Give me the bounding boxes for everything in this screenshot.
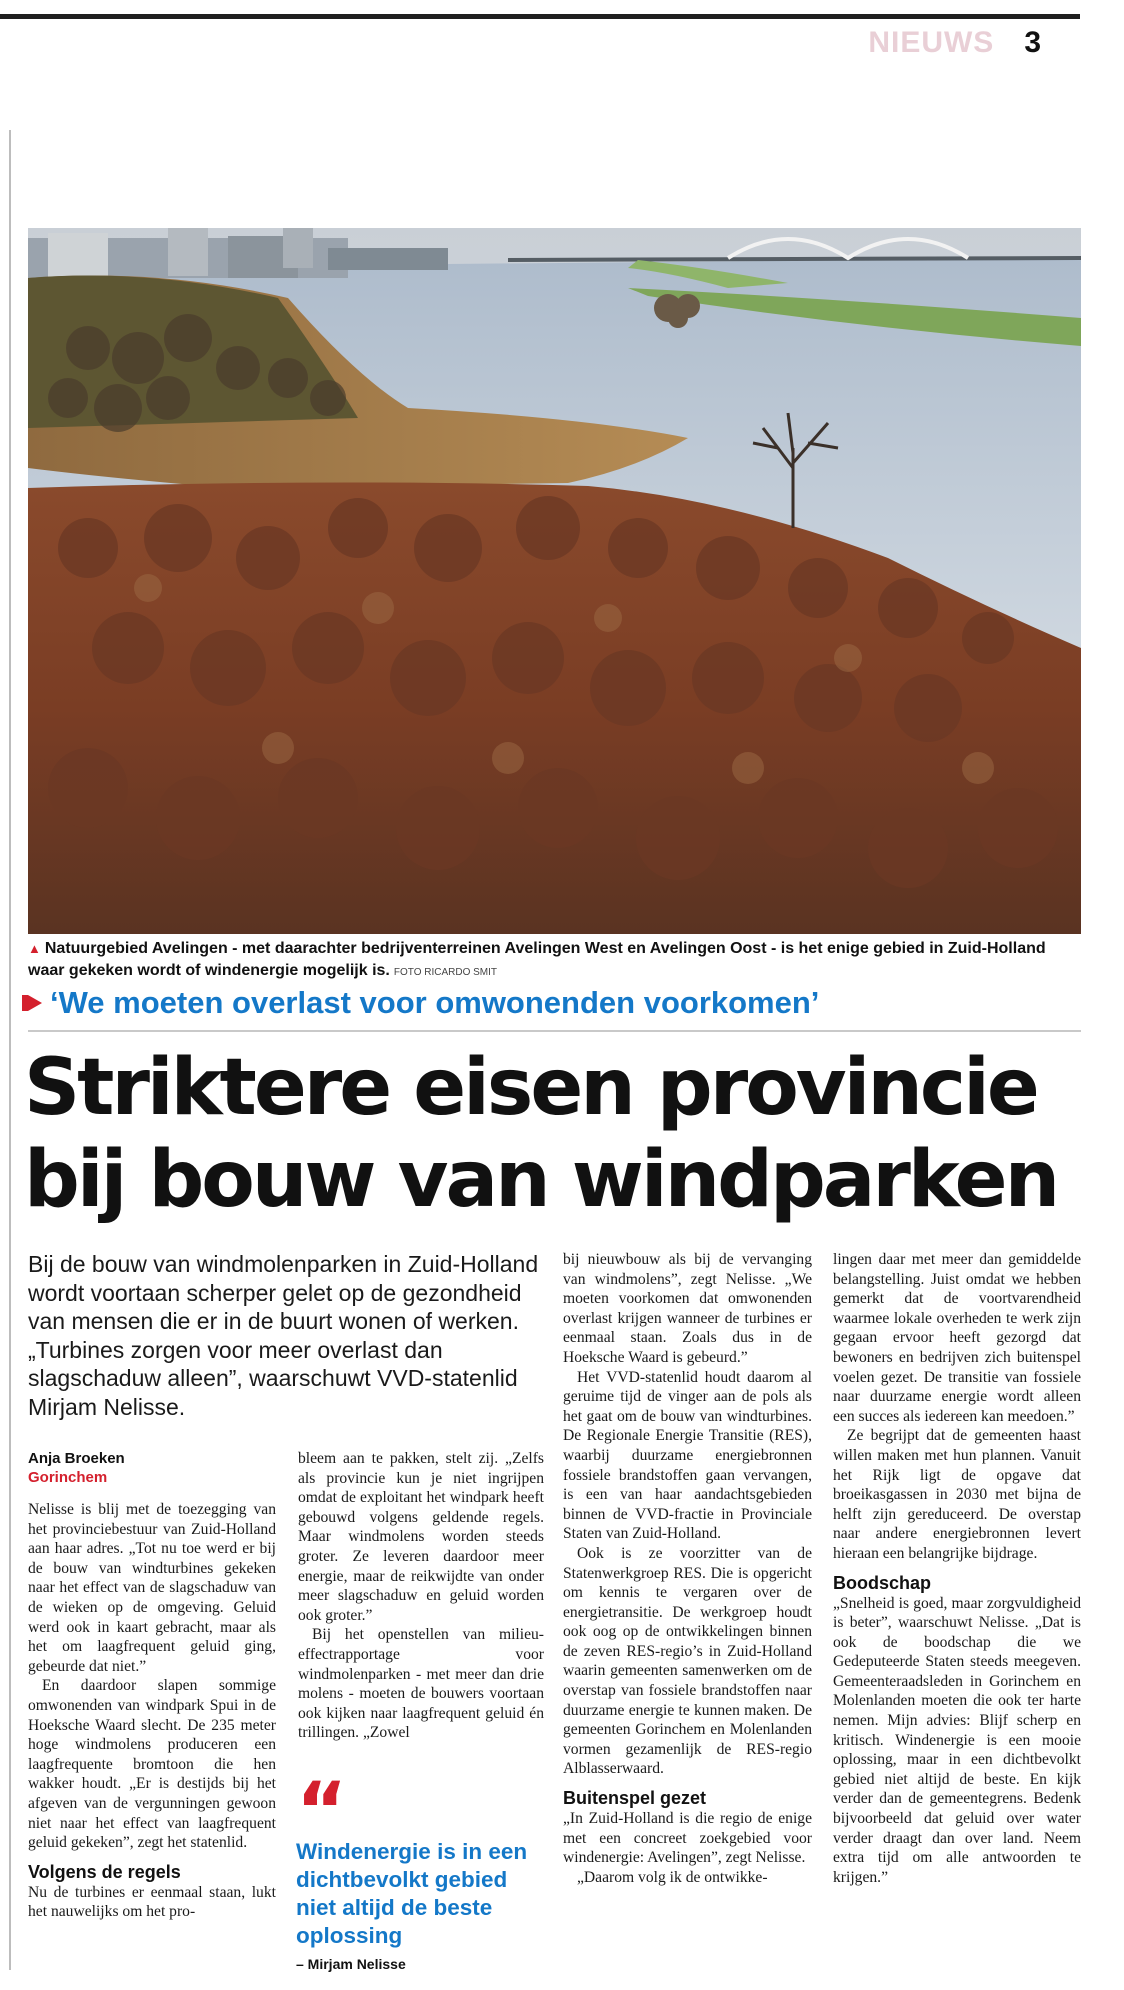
caption-marker-icon: ▲ (28, 941, 41, 956)
paragraph: „Snelheid is goed, maar zorgvuldigheid is beter”, waarschuwt Nelisse. „Dat is ook de boodschap die we Gedeputeerde Staten steeds meegeven. Gemeenteraadsleden in Gorinchem en Molenlanden moeten die ook ter harte nemen. Mijn advies: Blijf scherp en kritisch. Windenergie is een mooie oplossing, maar in een dichtbevolkt gebied niet altijd de beste. En kijk verder dan de gemeentegrens. Bedenk bijvoorbeeld dat geluid over water verder draagt dan over land. Neem extra tijd om alle antwoorden te krijgen.” (833, 1594, 1081, 1886)
subhead: Boodschap (833, 1572, 932, 1593)
quote-mark-icon: “ (296, 1767, 342, 1857)
pull-quote-text: Windenergie is in een dichtbevolkt gebied niet altijd de beste oplossing (296, 1839, 528, 1948)
paragraph: lingen daar met meer dan gemiddelde belangstelling. Juist omdat we hebben gemerkt dat de voortvarendheid waarmee lokale overheden te werk zijn gegaan ervoor heeft gezorgd dat bewoners en bedrijven zich buitenspel voelen gezet. De transitie van fossiele naar duurzame energie wordt alleen een succes als iedereen kan meedoen.” (833, 1251, 1081, 1425)
paragraph: „In Zuid-Holland is die regio de enige met een concreet zoekgebied voor windenergie: Avelingen”, zegt Nelisse. (563, 1810, 812, 1867)
kicker (28, 985, 1081, 1021)
kicker-text: ‘We moeten overlast voor omwonenden voorkomen’ (50, 985, 820, 1020)
article-column-1 (28, 1500, 276, 1922)
byline (28, 1449, 278, 1487)
pull-quote-attribution: – Mirjam Nelisse (296, 1956, 406, 1972)
subhead: Buitenspel gezet (563, 1788, 707, 1809)
byline-place: Gorinchem (28, 1469, 108, 1486)
headline-line-1: Striktere eisen provincie (24, 1043, 1037, 1133)
pull-quote (296, 1767, 546, 1972)
caption-text: Natuurgebied Avelingen - met daarachter bedrijventerreinen Avelingen West en Avelingen Oost - is het enige gebied in Zuid-Holland waar gekeken wordt of windenergie mogelijk is. (28, 940, 1046, 979)
photo-caption (28, 938, 1081, 984)
section-header (868, 26, 1042, 60)
paragraph: Ook is ze voorzitter van de Statenwerkgroep RES. Die is opgericht om kennis te vergaren over de energietransitie. De werkgroep houdt ook oog op de ontwikkelingen binnen de zeven RES-regio’s in Zuid-Holland waarin gemeenten samenwerken om de overstap van fossiele brandstoffen naar duurzame energie te kunnen maken. De gemeenten Gorinchem en Molenlanden vormen gezamenlijk de RES-regio Alblasserwaard. (563, 1544, 812, 1778)
paragraph: bij nieuwbouw als bij de vervanging van windmolens”, zegt Nelisse. „We moeten voorkomen dat omwonenden overlast krijgen wanneer de turbines er eenmaal staan. Zoals dus in de Hoeksche Waard is gebeurd.” (563, 1251, 812, 1366)
paragraph: Nu de turbines er eenmaal staan, lukt het nauwelijks om het pro- (28, 1883, 276, 1921)
page-number: 3 (1024, 26, 1042, 59)
headline-line-2: bij bouw van windparken (24, 1135, 1058, 1225)
paragraph: „Daarom volg ik de ontwikke- (577, 1868, 768, 1886)
article-column-3 (563, 1250, 812, 1887)
kicker-arrow-icon (28, 995, 42, 1011)
paragraph: bleem aan te pakken, stelt zij. „Zelfs als provincie kun je niet ingrijpen omdat de exploitant het windpark heeft gebouwd volgens geldende regels. Maar windmolens worden steeds groter. Ze leveren daardoor meer energie, maar de reikwijdte van onder meer slagschaduw en geluid worden ook groter.” (298, 1450, 544, 1624)
paragraph: En daardoor slapen sommige omwonenden van windpark Spui in de Hoeksche Waard slecht. De 235 meter hoge windmolens produceren een laagfrequente bromtoon die hen wakker houdt. „Er is destijds bij het afgeven van de vergunningen gewoon niet naar het effect van laagfrequent geluid gekeken”, zegt het statenlid. (28, 1677, 276, 1852)
paragraph: Ze begrijpt dat de gemeenten haast willen maken met hun plannen. Vanuit het Rijk ligt de opgave dat broeikasgassen in 2030 met bijna de helft zijn gereduceerd. De overstap naar andere energiebronnen levert hieraan een belangrijke bijdrage. (833, 1427, 1081, 1562)
landscape-photo-illustration (28, 228, 1081, 934)
headline (24, 1042, 1084, 1226)
photo-credit: FOTO RICARDO SMIT (393, 967, 498, 978)
section-name: NIEUWS (868, 26, 995, 59)
subhead: Volgens de regels (28, 1861, 181, 1882)
article-column-4 (833, 1250, 1081, 1887)
article-intro: Bij de bouw van windmolenparken in Zuid-Holland wordt voortaan scherper gelet op de gezondheid van mensen die er in de buurt wonen of werken. „Turbines zorgen voor meer overlast dan slagschaduw alleen”, waarschuwt VVD-statenlid Mirjam Nelisse. (28, 1251, 539, 1420)
paragraph: Nelisse is blij met de toezegging van het provinciebestuur van Zuid-Holland aan haar adres. „Tot nu toe werd er bij de bouw van windturbines gekeken naar het effect van de slagschaduw van de wieken op de omgeving. Geluid werd ook in kaart gebracht, maar als het om laagfrequent geluid ging, gebeurde dat niet.” (28, 1501, 276, 1675)
top-rule (0, 14, 1080, 19)
paragraph: Bij het openstellen van milieu-effectrapportage voor windmolenparken - met meer dan drie molens - moeten de bouwers voortaan ook kijken naar laagfrequent geluid én trillingen. „Zowel (298, 1626, 544, 1742)
kicker-rule (28, 1030, 1081, 1032)
byline-author: Anja Broeken (28, 1450, 125, 1467)
margin-rule (9, 130, 11, 1970)
article-photo (28, 228, 1081, 934)
paragraph: Het VVD-statenlid houdt daarom al geruime tijd de vinger aan de pols als het gaat om de bouw van windturbines. De Regionale Energie Transitie (RES), waarbij duurzame energiebronnen fossiele brandstoffen gaan vervangen, is een van haar aandachtsgebieden binnen de VVD-fractie in Provinciale Staten van Zuid-Holland. (563, 1368, 812, 1543)
article-column-2 (298, 1449, 544, 1743)
